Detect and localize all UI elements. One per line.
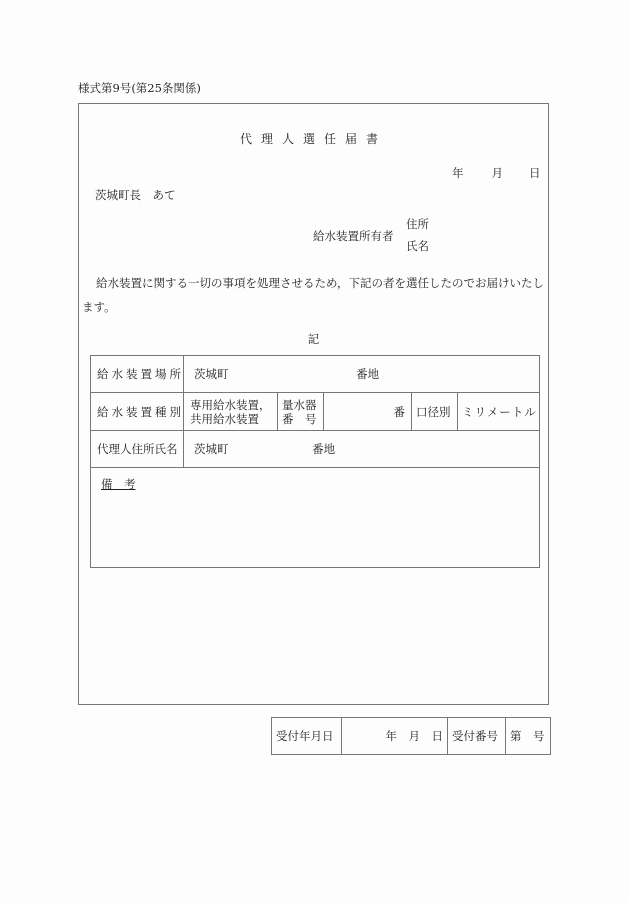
- location-banchi: 番地: [356, 367, 380, 381]
- meter-number[interactable]: 番: [324, 393, 412, 431]
- type-option-private: 専用給水装置，: [190, 397, 271, 412]
- meter-label-line2: 番 号: [282, 411, 317, 426]
- owner-address-label: 住所: [406, 217, 429, 231]
- meter-label: [278, 393, 324, 431]
- addressee: 茨城町長 あて: [95, 188, 176, 202]
- agent-value[interactable]: [184, 431, 540, 468]
- location-value[interactable]: [184, 356, 540, 393]
- agent-banchi: 番地: [312, 442, 336, 456]
- reception-date-label: 受付年月日: [272, 718, 342, 755]
- location-town: 茨城町: [194, 367, 229, 381]
- reception-number-value[interactable]: 第 号: [506, 718, 551, 755]
- remarks-label: 備 考: [101, 477, 136, 491]
- row-agent: [91, 431, 540, 468]
- form-caption: 様式第9号(第25条関係): [78, 81, 201, 95]
- date-year: 年: [452, 166, 464, 180]
- remarks-field[interactable]: [91, 468, 540, 568]
- location-label: 給水装置場所: [91, 356, 184, 393]
- date-line: [452, 165, 541, 181]
- reception-table: [271, 717, 551, 755]
- owner-label: 給水装置所有者: [313, 229, 394, 243]
- owner-name-label: 氏名: [406, 239, 429, 253]
- row-type: [91, 393, 540, 431]
- diameter-value[interactable]: ミリメートル: [458, 393, 540, 431]
- agent-label: 代理人住所氏名: [91, 431, 184, 468]
- agent-town: 茨城町: [194, 442, 229, 456]
- meter-label-line1: 量水器: [282, 397, 317, 412]
- form-title: 代理人選任届書: [239, 132, 387, 146]
- reception-date-value[interactable]: 年 月 日: [342, 718, 448, 755]
- body-text: 給水装置に関する一切の事項を処理させるため，下記の者を選任したのでお届けいたします。: [82, 276, 545, 314]
- type-label: 給水装置種別: [91, 393, 184, 431]
- row-remarks: [91, 468, 540, 568]
- type-option-shared: 共用給水装置: [190, 411, 259, 426]
- date-month: 月: [491, 166, 503, 180]
- type-options[interactable]: [184, 393, 278, 431]
- date-day: 日: [529, 166, 541, 180]
- diameter-label: 口径別: [412, 393, 458, 431]
- row-location: [91, 356, 540, 393]
- ki-heading: 記: [307, 332, 320, 346]
- reception-number-label: 受付番号: [448, 718, 506, 755]
- details-table: [90, 355, 540, 568]
